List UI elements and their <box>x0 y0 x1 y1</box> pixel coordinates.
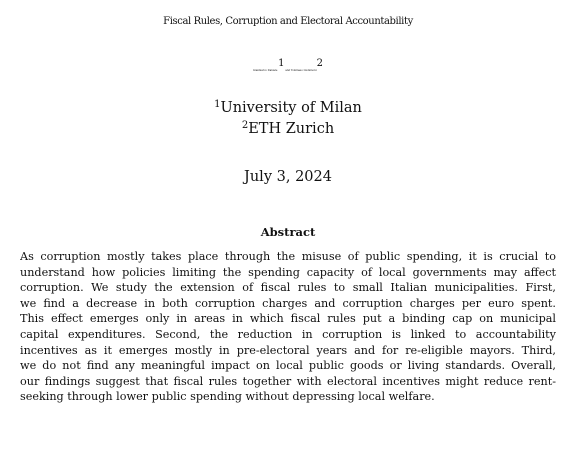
author-name: Gianmarco Daniele <box>253 69 278 72</box>
abstract-line: we find a decrease in both corruption charges and corruption charges per euro spent. <box>20 296 556 310</box>
abstract-text <box>20 249 556 405</box>
publication-date: July 3, 2024 <box>244 169 332 185</box>
affiliation-mark: 2 <box>316 58 323 69</box>
affiliation-mark: 2 <box>241 120 249 131</box>
paper-title: Fiscal Rules, Corruption and Electoral Accountability <box>163 16 413 27</box>
abstract-line: we do not find any meaningful impact on local public goods or living standards. Overall, <box>20 359 556 373</box>
author-conjunction: and <box>285 69 291 72</box>
abstract-line: This effect emerges only in areas in which fiscal rules put a binding cap on municipal <box>20 312 556 326</box>
abstract-line: As corruption mostly takes place through the misuse of public spending, it is crucial to <box>20 250 556 263</box>
author-name: Tommaso Giommoni <box>290 69 317 72</box>
affiliation-mark: 1 <box>278 58 285 69</box>
affiliation-mark: 1 <box>214 99 221 110</box>
abstract-line: capital expenditures. Second, the reduction in corruption is linked to accountability <box>20 327 556 341</box>
author-list <box>0 58 576 72</box>
abstract-line: seeking through lower public spending without depressing local welfare. <box>20 390 435 404</box>
abstract-line: understand how policies limiting the spending capacity of local governments may affect <box>20 265 556 279</box>
abstract-line: corruption. We study the extension of fiscal rules to small Italian municipalities. First, <box>20 281 556 295</box>
abstract-line: incentives as it emerges mostly in pre-electoral years and for re-eligible mayors. Third, <box>20 343 556 357</box>
affiliation-name: University of Milan <box>220 100 362 116</box>
abstract-heading: Abstract <box>260 225 316 239</box>
affiliation <box>0 100 576 116</box>
abstract-line: our findings suggest that fiscal rules together with electoral incentives might reduce rent- <box>20 374 556 388</box>
affiliation <box>0 121 576 137</box>
affiliation-name: ETH Zurich <box>248 121 335 137</box>
